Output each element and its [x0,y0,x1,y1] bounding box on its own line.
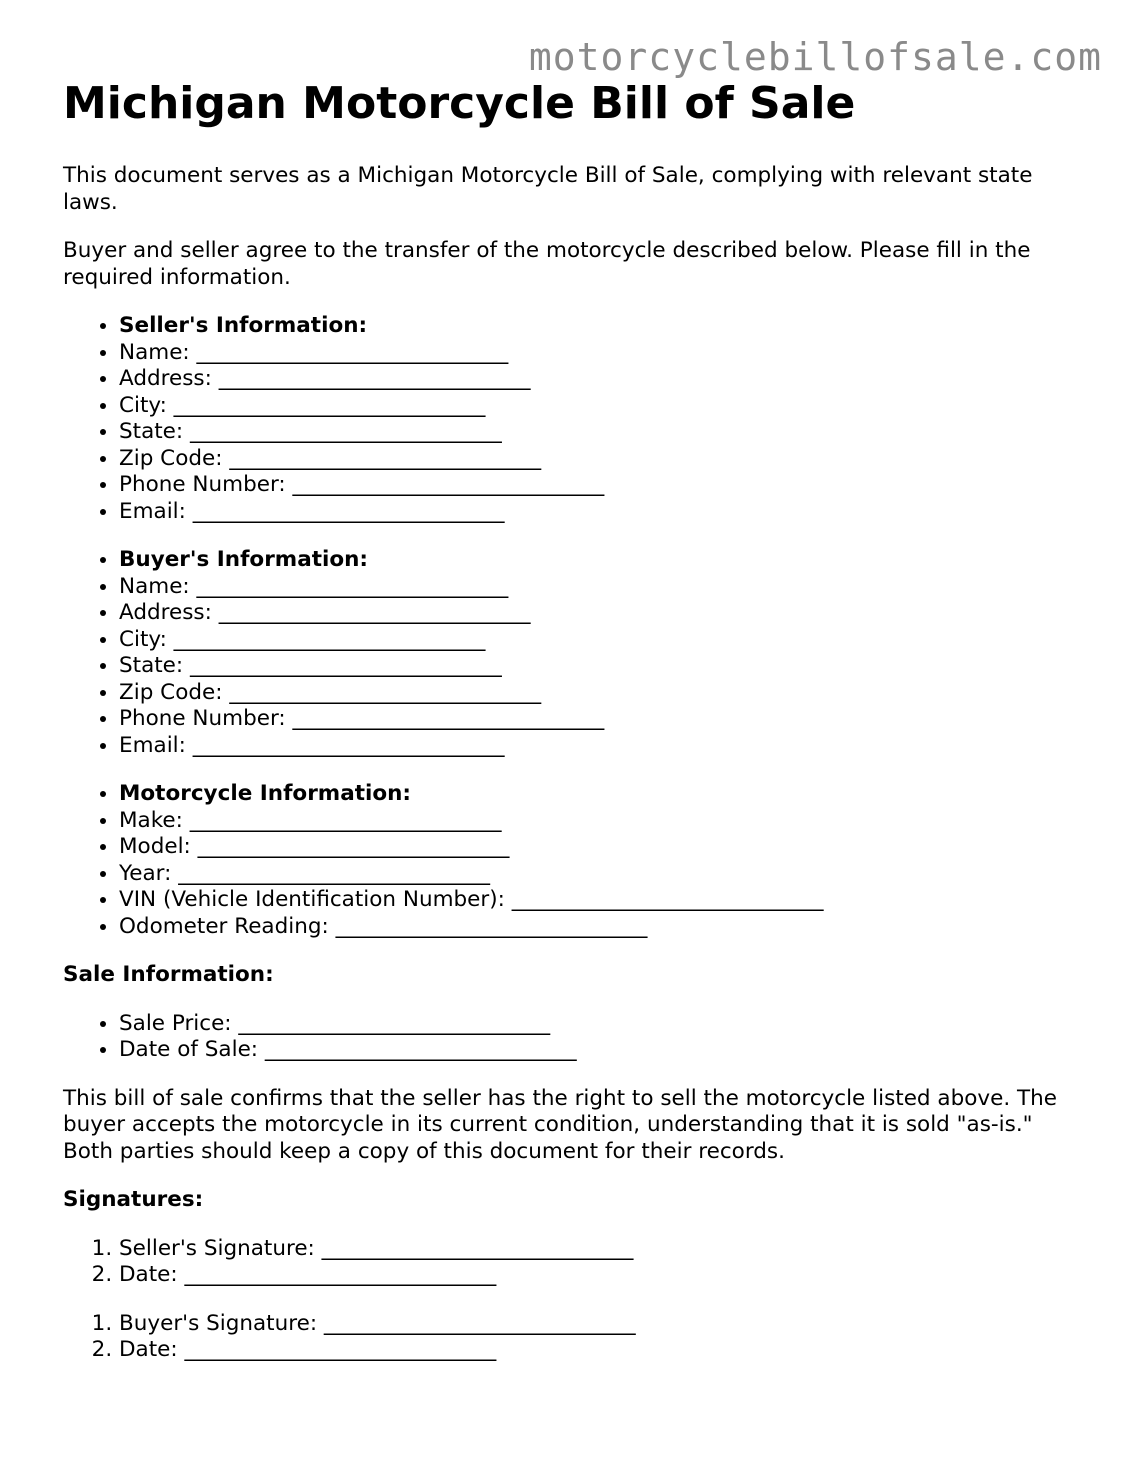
field-label: Odometer Reading: [119,913,329,939]
field-label: Make: [119,807,183,833]
confirmation-paragraph: This bill of sale confirms that the seller has the right to sell the motorcycle listed above. The buyer accepts the motorcycle in its current condition, understanding that it is sold "as-is." Both parties should keep a copy of this document for their records. [63,1085,1057,1164]
motorcycle-odometer-field [119,914,1073,941]
seller-email-field [119,499,1073,526]
blank-line: _____________________________ [192,498,505,524]
sale-price-field [119,1011,1073,1038]
seller-name-field [119,340,1073,367]
field-label: State: [119,653,184,678]
sale-date-field [119,1037,1073,1064]
blank-line: _____________________________ [323,1310,636,1336]
motorcycle-year-field [119,861,1073,888]
motorcycle-vin-field [119,887,1073,914]
field-label: Phone Number: [119,472,286,497]
document-title: Michigan Motorcycle Bill of Sale [63,78,856,129]
blank-line: _____________________________ [218,366,531,391]
field-label: Zip Code: [119,679,223,705]
blank-line: _____________________________ [335,913,648,939]
field-label: Date of Sale: [119,1037,259,1062]
field-label: Email: [119,498,186,524]
instructions-paragraph: Buyer and seller agree to the transfer of the motorcycle described below. Please fill in the required information. [63,238,1031,290]
seller-city-field [119,393,1073,420]
signatures-heading: Signatures: [63,1187,204,1212]
blank-line: _____________________________ [511,887,824,912]
buyer-name-field [119,574,1073,601]
blank-line: _____________________________ [184,1337,497,1362]
field-label: Year: [119,860,172,886]
buyer-info-heading: • Buyer's Information: [119,547,1073,574]
blank-line: _____________________________ [197,834,510,859]
buyer-date-field [119,1337,1073,1364]
blank-line: _____________________________ [178,860,490,886]
blank-line: _____________________________ [196,339,509,365]
blank-line: _____________________________ [190,653,502,678]
seller-signature-list [63,1236,1073,1289]
seller-zip-field [119,446,1073,473]
blank-line: _____________________________ [321,1235,634,1261]
blank-line: _____________________________ [173,626,486,652]
motorcycle-info-list [63,781,1073,940]
field-label: Buyer's Signature: [119,1310,318,1336]
motorcycle-info-heading: • Motorcycle Information: [119,781,1073,808]
document-body [63,163,1073,1386]
buyer-address-field [119,600,1073,627]
blank-line: _____________________________ [196,573,509,599]
seller-info-heading: • Seller's Information: [119,313,1073,340]
seller-info-list [63,313,1073,525]
blank-line: _____________________________ [190,419,502,444]
field-label: Date: [119,1262,178,1287]
seller-date-field [119,1262,1073,1289]
seller-address-field [119,366,1073,393]
blank-line: _____________________________ [238,1010,551,1036]
field-label: City: [119,392,167,418]
blank-line: _____________________________ [218,600,531,625]
site-watermark: motorcyclebillofsale.com [528,35,1102,79]
blank-line: _____________________________ [229,445,542,471]
field-label: Name: [119,573,190,599]
seller-signature-field [119,1236,1073,1263]
field-label: Phone Number: [119,706,286,731]
buyer-signature-list [63,1311,1073,1364]
field-label: Name: [119,339,190,365]
field-label: Date: [119,1337,178,1362]
blank-line: _____________________________ [173,392,486,418]
field-label: State: [119,419,184,444]
buyer-phone-field [119,706,1073,733]
field-label: Zip Code: [119,445,223,471]
buyer-state-field [119,653,1073,680]
field-label: Address: [119,600,212,625]
blank-line: _____________________________ [292,706,605,731]
field-label: VIN (Vehicle Identification Number): [119,887,505,912]
blank-line: _____________________________ [189,807,502,833]
motorcycle-make-field [119,808,1073,835]
buyer-zip-field [119,680,1073,707]
seller-state-field [119,419,1073,446]
field-label: Email: [119,732,186,758]
buyer-email-field [119,733,1073,760]
intro-paragraph: This document serves as a Michigan Motorcycle Bill of Sale, complying with relevant state laws. [63,163,1033,215]
field-label: Model: [119,834,191,859]
sale-info-heading: Sale Information: [63,962,274,987]
field-label: Address: [119,366,212,391]
blank-line: _____________________________ [192,732,505,758]
buyer-city-field [119,627,1073,654]
buyer-signature-field [119,1311,1073,1338]
blank-line: _____________________________ [264,1037,577,1062]
field-label: Seller's Signature: [119,1235,315,1261]
field-label: Sale Price: [119,1010,232,1036]
buyer-info-list [63,547,1073,759]
blank-line: _____________________________ [292,472,605,497]
field-label: City: [119,626,167,652]
blank-line: _____________________________ [229,679,542,705]
seller-phone-field [119,472,1073,499]
blank-line: _____________________________ [184,1262,497,1287]
motorcycle-model-field [119,834,1073,861]
sale-info-list [63,1011,1073,1064]
